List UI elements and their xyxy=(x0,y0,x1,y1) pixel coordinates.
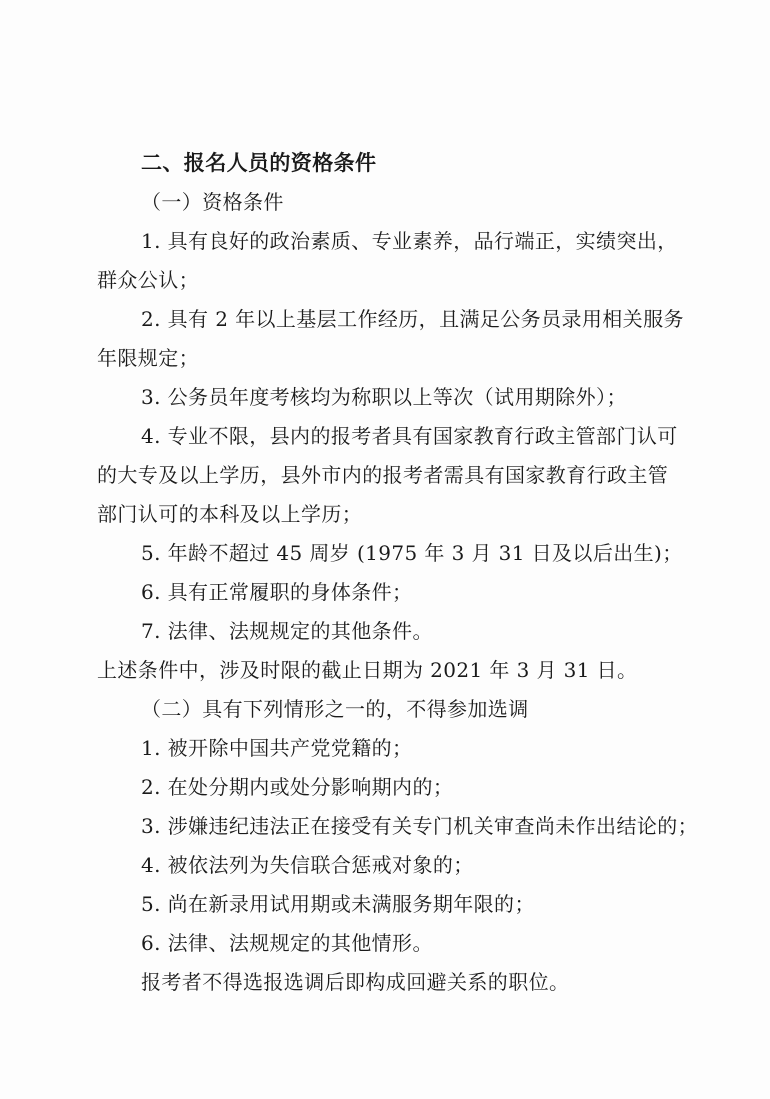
qualification-item-5 xyxy=(97,534,697,573)
paragraph-line: 5. 年龄不超过 45 周岁 (1975 年 3 月 31 日及以后出生)； xyxy=(141,541,683,565)
paragraph-line: 3. 公务员年度考核均为称职以上等次（试用期除外）； xyxy=(141,385,627,409)
qualification-item-2 xyxy=(97,300,697,378)
subsection-title-qualifications: （一）资格条件 xyxy=(141,190,284,214)
exclusion-item-1: 1. 被开除中国共产党党籍的； xyxy=(141,736,413,760)
paragraph-line: 群众公认； xyxy=(97,268,199,292)
exclusion-item-4: 4. 被依法列为失信联合惩戒对象的； xyxy=(141,853,474,877)
paragraph-line: 2. 具有 2 年以上基层工作经历，且满足公务员录用相关服务 xyxy=(141,307,684,331)
exclusion-item-2: 2. 在处分期内或处分影响期内的； xyxy=(141,775,454,799)
paragraph-line: 4. 专业不限，县内的报考者具有国家教育行政主管部门认可 xyxy=(141,424,678,448)
paragraph-line: 的大专及以上学历，县外市内的报考者需具有国家教育行政主管 xyxy=(97,463,669,487)
qualification-item-4 xyxy=(97,417,697,534)
paragraph-line: 部门认可的本科及以上学历； xyxy=(97,502,363,526)
section-title: 二、报名人员的资格条件 xyxy=(141,151,377,175)
document-body xyxy=(97,144,697,1002)
avoidance-note: 报考者不得选报选调后即构成回避关系的职位。 xyxy=(141,970,570,994)
deadline-note: 上述条件中，涉及时限的截止日期为 2021 年 3 月 31 日。 xyxy=(97,658,638,682)
qualification-item-1 xyxy=(97,222,697,300)
paragraph-line: 年限规定； xyxy=(97,346,199,370)
qualification-item-3 xyxy=(97,378,697,417)
qualification-item-7 xyxy=(97,612,697,651)
paragraph-line: 7. 法律、法规规定的其他条件。 xyxy=(141,619,433,643)
qualification-item-6 xyxy=(97,573,697,612)
exclusion-item-3: 3. 涉嫌违纪违法正在接受有关专门机关审查尚未作出结论的； xyxy=(141,814,699,838)
exclusion-item-5: 5. 尚在新录用试用期或未满服务期年限的； xyxy=(141,892,535,916)
exclusion-item-6: 6. 法律、法规规定的其他情形。 xyxy=(141,931,433,955)
paragraph-line: 1. 具有良好的政治素质、专业素养，品行端正，实绩突出， xyxy=(141,229,678,253)
paragraph-line: 6. 具有正常履职的身体条件； xyxy=(141,580,413,604)
subsection-title-exclusions: （二）具有下列情形之一的，不得参加选调 xyxy=(141,697,529,721)
